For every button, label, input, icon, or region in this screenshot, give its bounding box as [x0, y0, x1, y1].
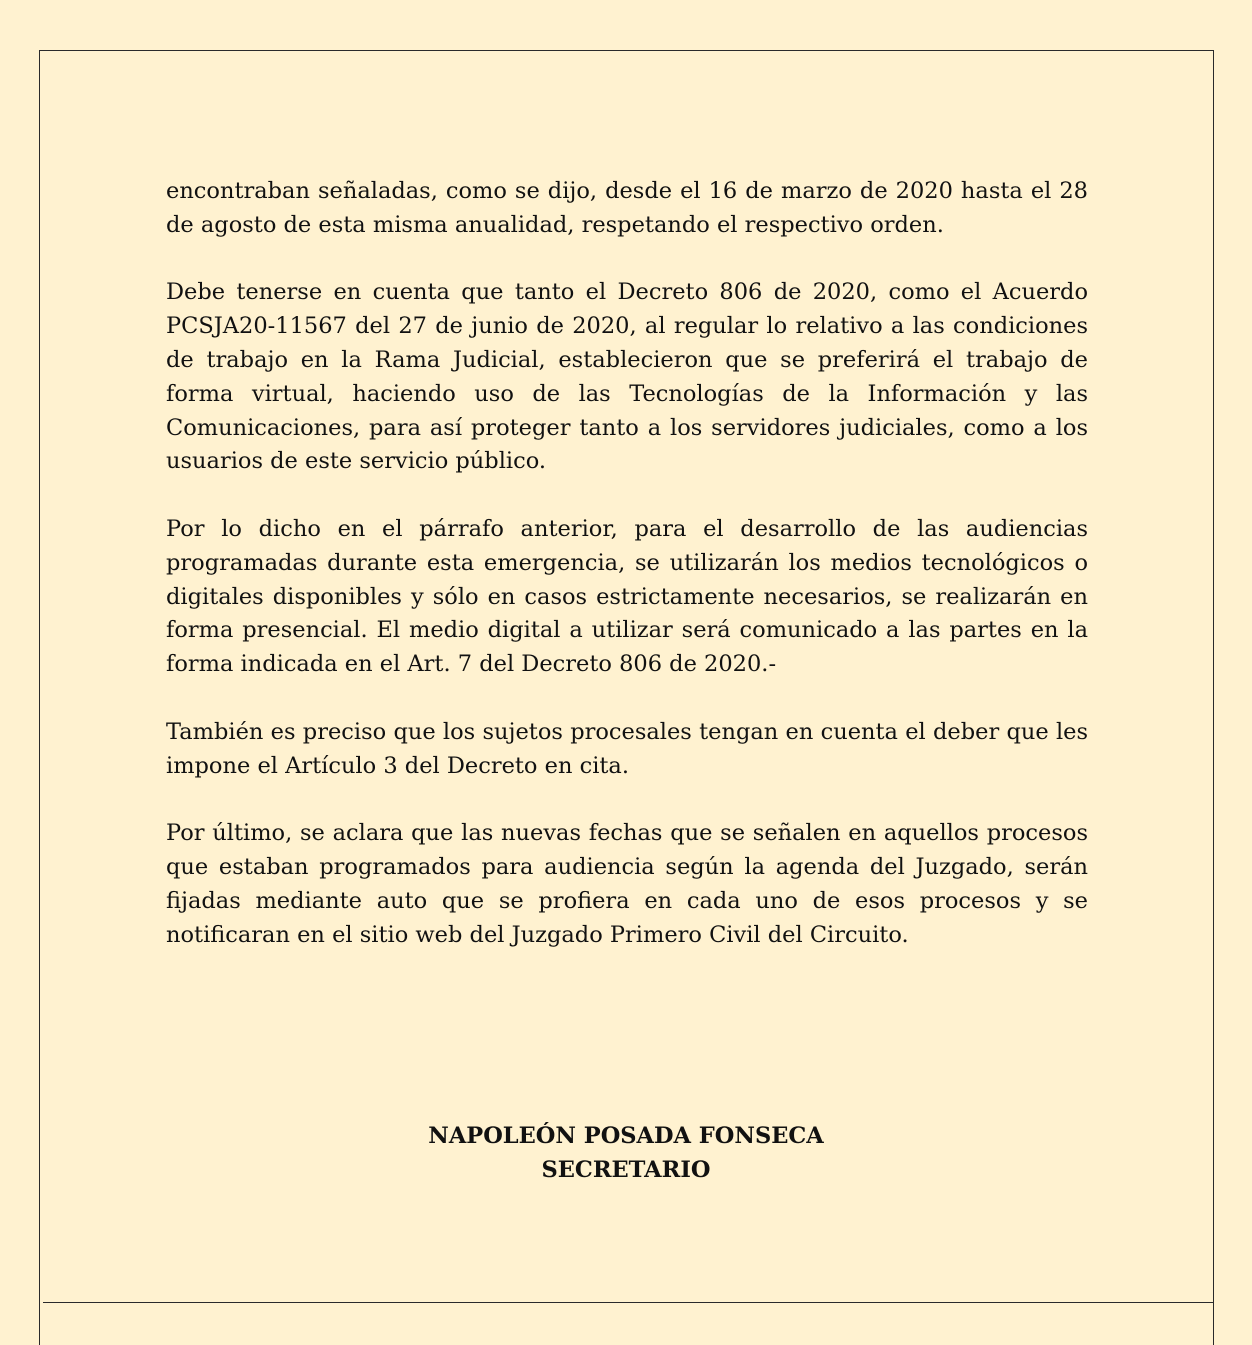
- paragraph-3: Por lo dicho en el párrafo anterior, para el desarrollo de las audiencias programadas durante esta emergencia, se utilizarán los medios tecnológicos o digitales disponibles y sólo en casos estrictamente necesarios, se realizarán en forma presencial. El medio digital a utilizar será comunicado a las partes en la forma indicada en el Art. 7 del Decreto 806 de 2020.-: [166, 515, 1088, 678]
- signatory-title: SECRETARIO: [541, 1156, 711, 1183]
- signature-block: [0, 1120, 1252, 1188]
- paragraph-5: Por último, se aclara que las nuevas fechas que se señalen en aquellos procesos que estaban programados para audiencia según la agenda del Juzgado, serán fijadas mediante auto que se profiera en cada uno de esos procesos y se notificaran en el sitio web del Juzgado Primero Civil del Circuito.: [166, 820, 1088, 948]
- signatory-name: NAPOLEÓN POSADA FONSECA: [428, 1123, 824, 1149]
- paragraph-1: encontraban señaladas, como se dijo, desde el 16 de marzo de 2020 hasta el 28 de agosto de esta misma anualidad, respetando el respectivo orden.: [166, 178, 1088, 238]
- paragraph-4: También es preciso que los sujetos procesales tengan en cuenta el deber que les impone el Artículo 3 del Decreto en cita.: [166, 718, 1088, 779]
- document-body: [166, 175, 1088, 986]
- footer-divider: [43, 1302, 1213, 1303]
- paragraph-2: Debe tenerse en cuenta que tanto el Decreto 806 de 2020, como el Acuerdo PCSJA20-11567 del 27 de junio de 2020, al regular lo relativo a las condiciones de trabajo en la Rama Judicial, establecieron que se preferirá el trabajo de forma virtual, haciendo uso de las Tecnologías de la Información y las Comunicaciones, para así proteger tanto a los servidores judiciales, como a los usuarios de este servicio público.: [166, 279, 1088, 475]
